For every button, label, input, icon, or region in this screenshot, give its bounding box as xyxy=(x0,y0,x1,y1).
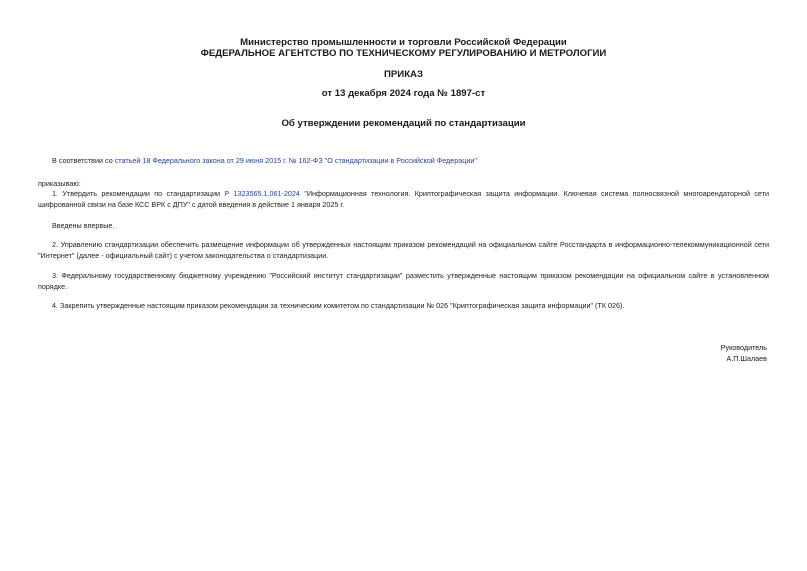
recommendation-link[interactable]: Р 1323565.1.061-2024 xyxy=(224,189,300,198)
intro-paragraph xyxy=(38,155,769,166)
item-1-prefix: 1. Утвердить рекомендации по стандартизации xyxy=(52,189,225,198)
document-subject: Об утверждении рекомендаций по стандартизации xyxy=(281,118,526,129)
item-1-suffix: "Информационная технология. Криптографическая защита информации. Ключевая система полносвязной многоарендаторной сети шифрованной связи на базе КСС ВРК с ДПУ" с датой введения в действие 1 января 2025 г. xyxy=(38,189,769,209)
intro-prefix: В соответствии со xyxy=(52,156,115,165)
introduced-note: Введены впервые. xyxy=(52,221,115,230)
item-4-paragraph: 4. Закрепить утвержденные настоящим приказом рекомендации за техническим комитетом по стандартизации № 026 "Криптографическая защита информации" (ТК 026). xyxy=(52,301,625,310)
item-1-paragraph xyxy=(38,188,769,210)
signatory-name: А.П.Шалаев xyxy=(726,354,767,363)
document-type: ПРИКАЗ xyxy=(384,69,423,80)
federal-law-link[interactable]: статьей 18 Федерального закона от 29 июня 2015 г. № 162-ФЗ "О стандартизации в Российской Федерации" xyxy=(114,156,477,165)
order-word: приказываю: xyxy=(38,179,81,188)
document-date-number: от 13 декабря 2024 года № 1897-ст xyxy=(321,88,486,99)
item-2-paragraph: 2. Управлению стандартизации обеспечить размещение информации об утвержденных настоящим приказом рекомендаций на официальном сайте Росстандарта в информационно-телекоммуникационной сети "Интернет" (далее - официальный сайт) с учетом законодательства о стандартизации. xyxy=(38,240,769,260)
ministry-heading: Министерство промышленности и торговли Российской Федерации xyxy=(240,37,567,48)
signatory-role: Руководитель xyxy=(720,343,767,352)
agency-heading: ФЕДЕРАЛЬНОЕ АГЕНТСТВО ПО ТЕХНИЧЕСКОМУ РЕГУЛИРОВАНИЮ И МЕТРОЛОГИИ xyxy=(200,48,607,59)
item-3-paragraph: 3. Федеральному государственному бюджетному учреждению "Российский институт стандартизации" разместить утвержденные настоящим приказом рекомендации на официальном сайте в установленном порядке. xyxy=(38,271,769,291)
